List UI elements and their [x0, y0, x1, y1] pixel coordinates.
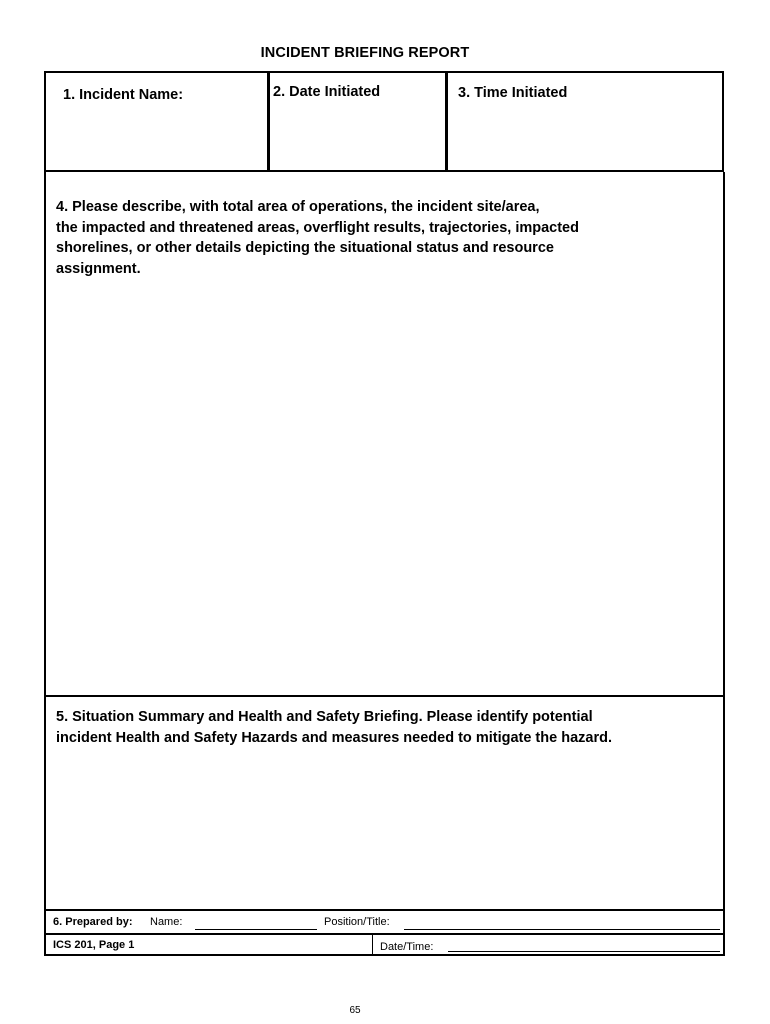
- page-number: 65: [349, 1005, 361, 1016]
- section-4-instructions: [56, 197, 696, 279]
- section-5-instructions: [56, 707, 716, 749]
- incident-name-field[interactable]: [46, 73, 270, 170]
- incident-name-label: 1. Incident Name:: [63, 87, 184, 103]
- prepared-by-footer: [44, 909, 725, 956]
- form-id-row: [46, 935, 723, 956]
- section-4-line-1: 4. Please describe, with total area of operations, the incident site/area,: [56, 199, 540, 215]
- situation-description-field[interactable]: [44, 172, 725, 697]
- date-time-label: Date/Time:: [380, 941, 434, 953]
- footer-vertical-divider: [372, 935, 373, 956]
- date-time-input-line[interactable]: [448, 951, 720, 952]
- situation-summary-field[interactable]: [44, 697, 725, 909]
- header-fields-row: [44, 71, 724, 172]
- name-label: Name:: [150, 916, 183, 928]
- section-5-line-2: incident Health and Safety Hazards and measures needed to mitigate the hazard.: [56, 730, 612, 746]
- section-5-line-1: 5. Situation Summary and Health and Safety Briefing. Please identify potential: [56, 709, 593, 725]
- prepared-by-row: [46, 911, 723, 935]
- section-4-line-3: shorelines, or other details depicting the situational status and resource: [56, 240, 554, 256]
- date-initiated-field[interactable]: [270, 73, 448, 170]
- position-title-label: Position/Title:: [324, 916, 390, 928]
- prepared-by-label: 6. Prepared by:: [53, 916, 133, 928]
- date-initiated-label: 2. Date Initiated: [273, 84, 381, 100]
- name-input-line[interactable]: [195, 929, 317, 930]
- time-initiated-label: 3. Time Initiated: [458, 85, 568, 101]
- position-title-input-line[interactable]: [404, 929, 720, 930]
- form-title: INCIDENT BRIEFING REPORT: [260, 45, 470, 61]
- time-initiated-field[interactable]: [448, 73, 724, 170]
- section-4-line-2: the impacted and threatened areas, overflight results, trajectories, impacted: [56, 219, 579, 236]
- form-id-label: ICS 201, Page 1: [53, 939, 135, 951]
- section-4-line-4: assignment.: [56, 260, 141, 277]
